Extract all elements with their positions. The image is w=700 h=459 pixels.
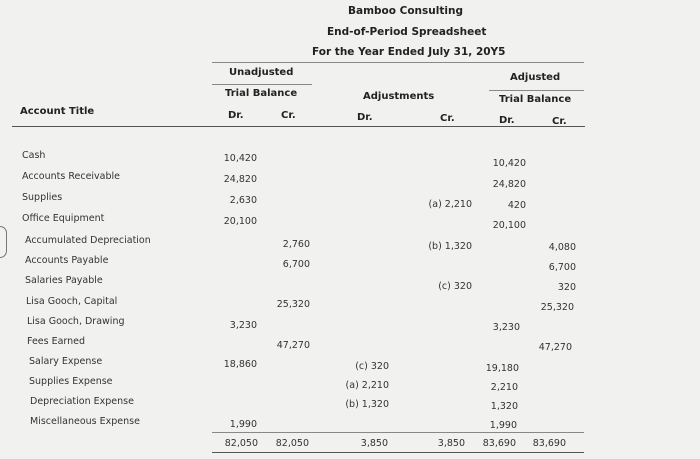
unadjusted-tb-header: Trial Balance	[225, 88, 298, 99]
adj-cr-salaries-payable: (c) 320	[438, 281, 472, 292]
adjusted-header: Adjusted	[510, 72, 561, 83]
account-row-fees-earned: Fees Earned	[27, 336, 86, 347]
utb-cr-capital: 25,320	[276, 299, 310, 310]
atb-cr-ap: 6,700	[548, 262, 576, 273]
utb-dr-cash: 10,420	[223, 153, 257, 164]
utb-cr-header: Cr.	[281, 110, 296, 121]
adjustments-header: Adjustments	[363, 91, 435, 102]
total-atb-cr: 83,690	[532, 438, 566, 449]
atb-dr-salary-expense: 19,180	[485, 363, 519, 374]
rule-totals-top	[212, 432, 584, 433]
atb-dr-header: Dr.	[499, 115, 515, 126]
atb-dr-drawing: 3,230	[492, 322, 520, 333]
account-row-accum-dep: Accumulated Depreciation	[25, 235, 151, 246]
utb-dr-salary-expense: 18,860	[223, 359, 257, 370]
rule-top	[212, 62, 584, 63]
account-row-supplies-expense: Supplies Expense	[29, 376, 113, 387]
adjusted-tb-header: Trial Balance	[499, 94, 572, 105]
utb-dr-office-equipment: 20,100	[223, 216, 257, 227]
account-title-header: Account Title	[20, 106, 95, 117]
utb-cr-ap: 6,700	[282, 259, 310, 270]
account-row-capital: Lisa Gooch, Capital	[26, 296, 118, 307]
adj-cr-supplies: (a) 2,210	[428, 199, 472, 210]
atb-dr-misc-expense: 1,990	[489, 420, 517, 431]
report-name: End-of-Period Spreadsheet	[327, 26, 487, 38]
account-row-office-equipment: Office Equipment	[22, 213, 105, 224]
unadjusted-header: Unadjusted	[229, 67, 294, 78]
adj-dr-supplies-expense: (a) 2,210	[345, 380, 389, 391]
atb-cr-accum-dep: 4,080	[548, 242, 576, 253]
utb-dr-supplies: 2,630	[229, 195, 257, 206]
rule-atb	[489, 90, 584, 91]
account-row-depreciation-expense: Depreciation Expense	[30, 396, 134, 407]
atb-dr-cash: 10,420	[492, 158, 526, 169]
scroll-handle[interactable]	[0, 226, 7, 258]
atb-dr-depreciation-expense: 1,320	[490, 401, 518, 412]
total-adj-dr: 3,850	[360, 438, 388, 449]
atb-dr-office-equipment: 20,100	[492, 220, 526, 231]
rule-header-bottom	[12, 126, 585, 127]
total-utb-dr: 82,050	[224, 438, 258, 449]
report-period: For the Year Ended July 31, 20Y5	[312, 46, 506, 58]
atb-cr-salaries-payable: 320	[557, 282, 576, 293]
account-row-drawing: Lisa Gooch, Drawing	[27, 316, 125, 327]
atb-dr-supplies-expense: 2,210	[490, 382, 518, 393]
adj-dr-header: Dr.	[357, 112, 373, 123]
utb-cr-fees-earned: 47,270	[276, 340, 310, 351]
utb-dr-misc-expense: 1,990	[229, 419, 257, 430]
atb-dr-ar: 24,820	[492, 179, 526, 190]
atb-dr-supplies: 420	[507, 200, 526, 211]
total-utb-cr: 82,050	[275, 438, 309, 449]
atb-cr-fees-earned: 47,270	[538, 342, 572, 353]
adj-cr-header: Cr.	[440, 113, 455, 124]
atb-cr-header: Cr.	[552, 116, 567, 127]
utb-cr-accum-dep: 2,760	[282, 239, 310, 250]
account-row-ap: Accounts Payable	[25, 255, 109, 266]
account-row-supplies: Supplies	[22, 192, 63, 203]
utb-dr-ar: 24,820	[223, 174, 257, 185]
account-row-cash: Cash	[22, 150, 46, 161]
account-row-salaries-payable: Salaries Payable	[25, 275, 103, 286]
rule-totals-bottom	[212, 452, 584, 453]
account-row-misc-expense: Miscellaneous Expense	[30, 416, 140, 427]
adj-dr-salary-expense: (c) 320	[355, 361, 389, 372]
utb-dr-header: Dr.	[228, 110, 244, 121]
rule-utb	[212, 84, 312, 85]
atb-cr-capital: 25,320	[540, 302, 574, 313]
total-adj-cr: 3,850	[437, 438, 465, 449]
account-row-ar: Accounts Receivable	[22, 171, 121, 182]
adj-cr-accum-dep: (b) 1,320	[428, 241, 472, 252]
company-name: Bamboo Consulting	[348, 5, 463, 17]
account-row-salary-expense: Salary Expense	[29, 356, 103, 367]
adj-dr-depreciation-expense: (b) 1,320	[345, 399, 389, 410]
total-atb-dr: 83,690	[482, 438, 516, 449]
utb-dr-drawing: 3,230	[229, 320, 257, 331]
